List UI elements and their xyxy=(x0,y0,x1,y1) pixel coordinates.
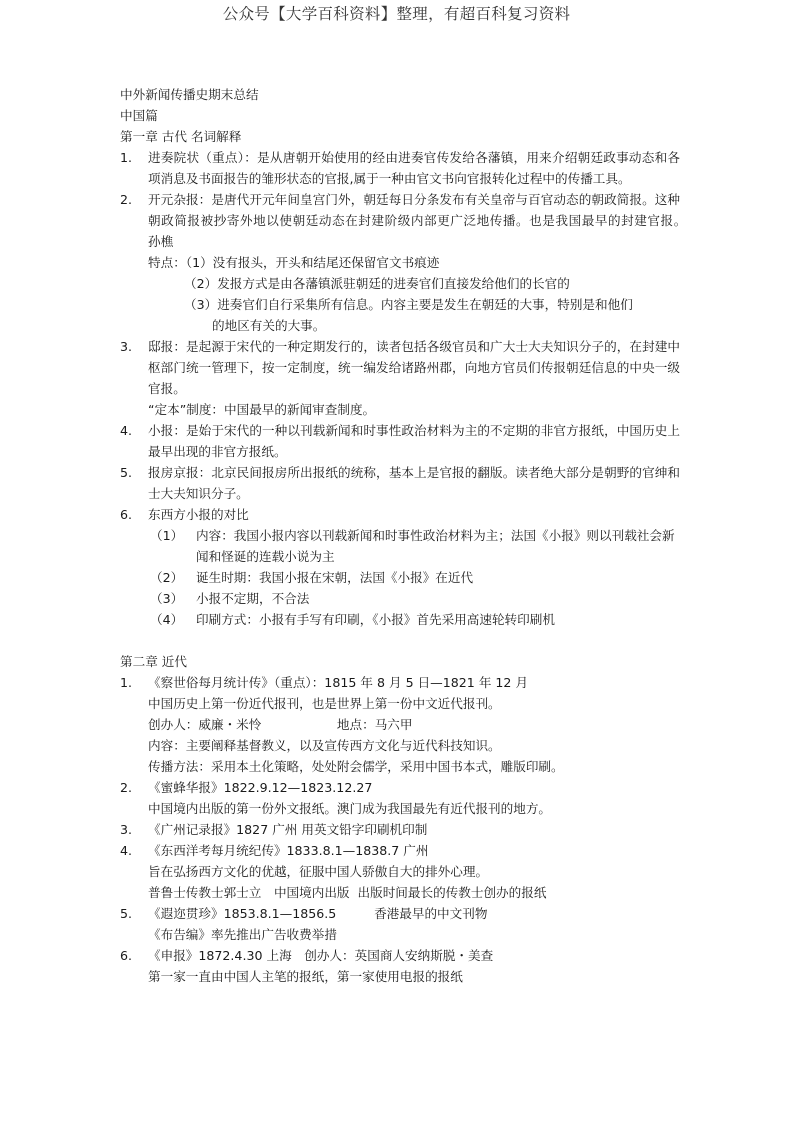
item-number: 6. xyxy=(120,948,133,963)
comparison-item xyxy=(120,567,680,588)
detail-line: 第一家一直由中国人主笔的报纸，第一家使用电报的报纸 xyxy=(148,969,463,984)
item-number: 5. xyxy=(120,465,133,480)
list-item xyxy=(120,147,680,189)
item-number: 6. xyxy=(120,507,133,522)
chapter-heading: 第二章 近代 xyxy=(120,654,187,669)
document-title: 中外新闻传播史期末总结 xyxy=(120,87,259,102)
list-item xyxy=(120,777,680,798)
comparison-text: 内容：我国小报内容以刊载新闻和时事性政治材料为主；法国《小报》则以刊载社会新闻和怪诞的连载小说为主 xyxy=(196,528,675,564)
item-number: 1. xyxy=(120,675,133,690)
detail-line: 旨在弘扬西方文化的优越，征服中国人骄傲自大的排外心理。 xyxy=(148,864,489,879)
spacer xyxy=(120,630,680,651)
list-item xyxy=(120,336,680,399)
comparison-item xyxy=(120,609,680,630)
comparison-text: 诞生时期：我国小报在宋朝，法国《小报》在近代 xyxy=(196,570,474,585)
list-item xyxy=(120,819,680,840)
item-number: 2. xyxy=(120,192,133,207)
feature-line xyxy=(120,252,680,273)
detail-line: 中国历史上第一份近代报刊，也是世界上第一份中文近代报刊。 xyxy=(148,696,501,711)
list-item xyxy=(120,420,680,462)
item-text: 报房京报：北京民间报房所出报纸的统称，基本上是官报的翻版。读者绝大部分是朝野的官绅和士大夫知识分子。 xyxy=(148,465,680,501)
list-item xyxy=(120,903,680,924)
item-number: 1. xyxy=(120,150,133,165)
list-item xyxy=(120,504,680,525)
comparison-item xyxy=(120,525,680,567)
item-text: 《东西洋考每月统纪传》1833.8.1—1838.7 广州 xyxy=(148,843,429,858)
item-number: 2. xyxy=(120,780,133,795)
item-number: 3. xyxy=(120,339,133,354)
item-text: 《察世俗每月统计传》（重点）：1815 年 8 月 5 日—1821 年 12 月 xyxy=(148,675,529,690)
item-text: 《广州记录报》1827 广州 用英文铅字印刷机印制 xyxy=(148,822,428,837)
item-number: 4. xyxy=(120,843,133,858)
detail-line: 传播方法：采用本土化策略，处处附会儒学，采用中国书本式，雕版印刷。 xyxy=(148,759,564,774)
item-number: 5. xyxy=(120,906,133,921)
dingben-note: “定本”制度：中国最早的新闻审查制度。 xyxy=(148,402,376,417)
comparison-text: 印刷方式：小报有手写有印刷，《小报》首先采用高速轮转印刷机 xyxy=(196,612,555,627)
feature-line: 的地区有关的大事。 xyxy=(212,318,326,333)
item-text: 开元杂报：是唐代开元年间皇宫门外，朝廷每日分条发布有关皇帝与百官动态的朝政简报。这种朝政简报被抄寄外地以使朝廷动态在封建阶级内部更广泛地传播。也是我国最早的封建官报。 孙樵 xyxy=(148,192,706,249)
detail-line: 《布告编》率先推出广告收费举措 xyxy=(148,927,337,942)
list-item xyxy=(120,189,706,252)
list-item xyxy=(120,462,680,504)
item-number: 3. xyxy=(120,822,133,837)
item-text: 《蜜蜂华报》1822.9.12—1823.12.27 xyxy=(148,780,373,795)
comparison-number: （4） xyxy=(150,612,184,627)
item-text: 进奏院状（重点）：是从唐朝开始使用的经由进奏官传发给各藩镇，用来介绍朝廷政事动态和各项消息及书面报告的雏形状态的官报,属于一种由官文书向官报转化过程中的传播工具。 xyxy=(148,150,680,186)
comparison-number: （3） xyxy=(150,591,184,606)
feature-text: （1）没有报头，开头和结尾还保留官文书痕迹 xyxy=(185,255,440,270)
item-text: 《遐迩贯珍》1853.8.1—1856.5 香港最早的中文刊物 xyxy=(148,906,488,921)
page-header-watermark: 公众号【大学百科资料】整理，有超百科复习资料 xyxy=(222,5,571,23)
chapter-heading: 第一章 古代 名词解释 xyxy=(120,129,242,144)
feature-line: （3）进奏官们自行采集所有信息。内容主要是发生在朝廷的大事，特别是和他们 xyxy=(184,297,633,312)
feature-line: （2）发报方式是由各藩镇派驻朝廷的进奏官们直接发给他们的长官的 xyxy=(184,276,570,291)
document-body xyxy=(120,84,706,987)
item-text: 小报：是始于宋代的一种以刊载新闻和时事性政治材料为主的不定期的非官方报纸，中国历史上最早出现的非官方报纸。 xyxy=(148,423,680,459)
list-item xyxy=(120,672,680,693)
comparison-item xyxy=(120,588,680,609)
comparison-number: （2） xyxy=(150,570,184,585)
item-text: 邸报：是起源于宋代的一种定期发行的，读者包括各级官员和广大士大夫知识分子的，在封建中枢部门统一管理下，按一定制度，统一编发给诸路州郡，向地方官员们传报朝廷信息的中央一级官报。 xyxy=(148,339,680,396)
features-label: 特点： xyxy=(148,255,186,270)
list-item xyxy=(120,945,680,966)
item-text: 东西方小报的对比 xyxy=(148,507,249,522)
detail-line: 中国境内出版的第一份外文报纸。澳门成为我国最先有近代报刊的地方。 xyxy=(148,801,551,816)
detail-line: 内容：主要阐释基督教义，以及宣传西方文化与近代科技知识。 xyxy=(148,738,501,753)
comparison-text: 小报不定期，不合法 xyxy=(196,591,310,606)
comparison-number: （1） xyxy=(150,528,184,543)
item-number: 4. xyxy=(120,423,133,438)
detail-line: 普鲁士传教士郭士立 中国境内出版 出版时间最长的传教士创办的报纸 xyxy=(148,885,547,900)
list-item xyxy=(120,840,680,861)
part-heading: 中国篇 xyxy=(120,108,158,123)
detail-line: 创办人：威廉・米怜 地点：马六甲 xyxy=(148,717,413,732)
item-text: 《申报》1872.4.30 上海 创办人：英国商人安纳斯脱・美查 xyxy=(148,948,494,963)
